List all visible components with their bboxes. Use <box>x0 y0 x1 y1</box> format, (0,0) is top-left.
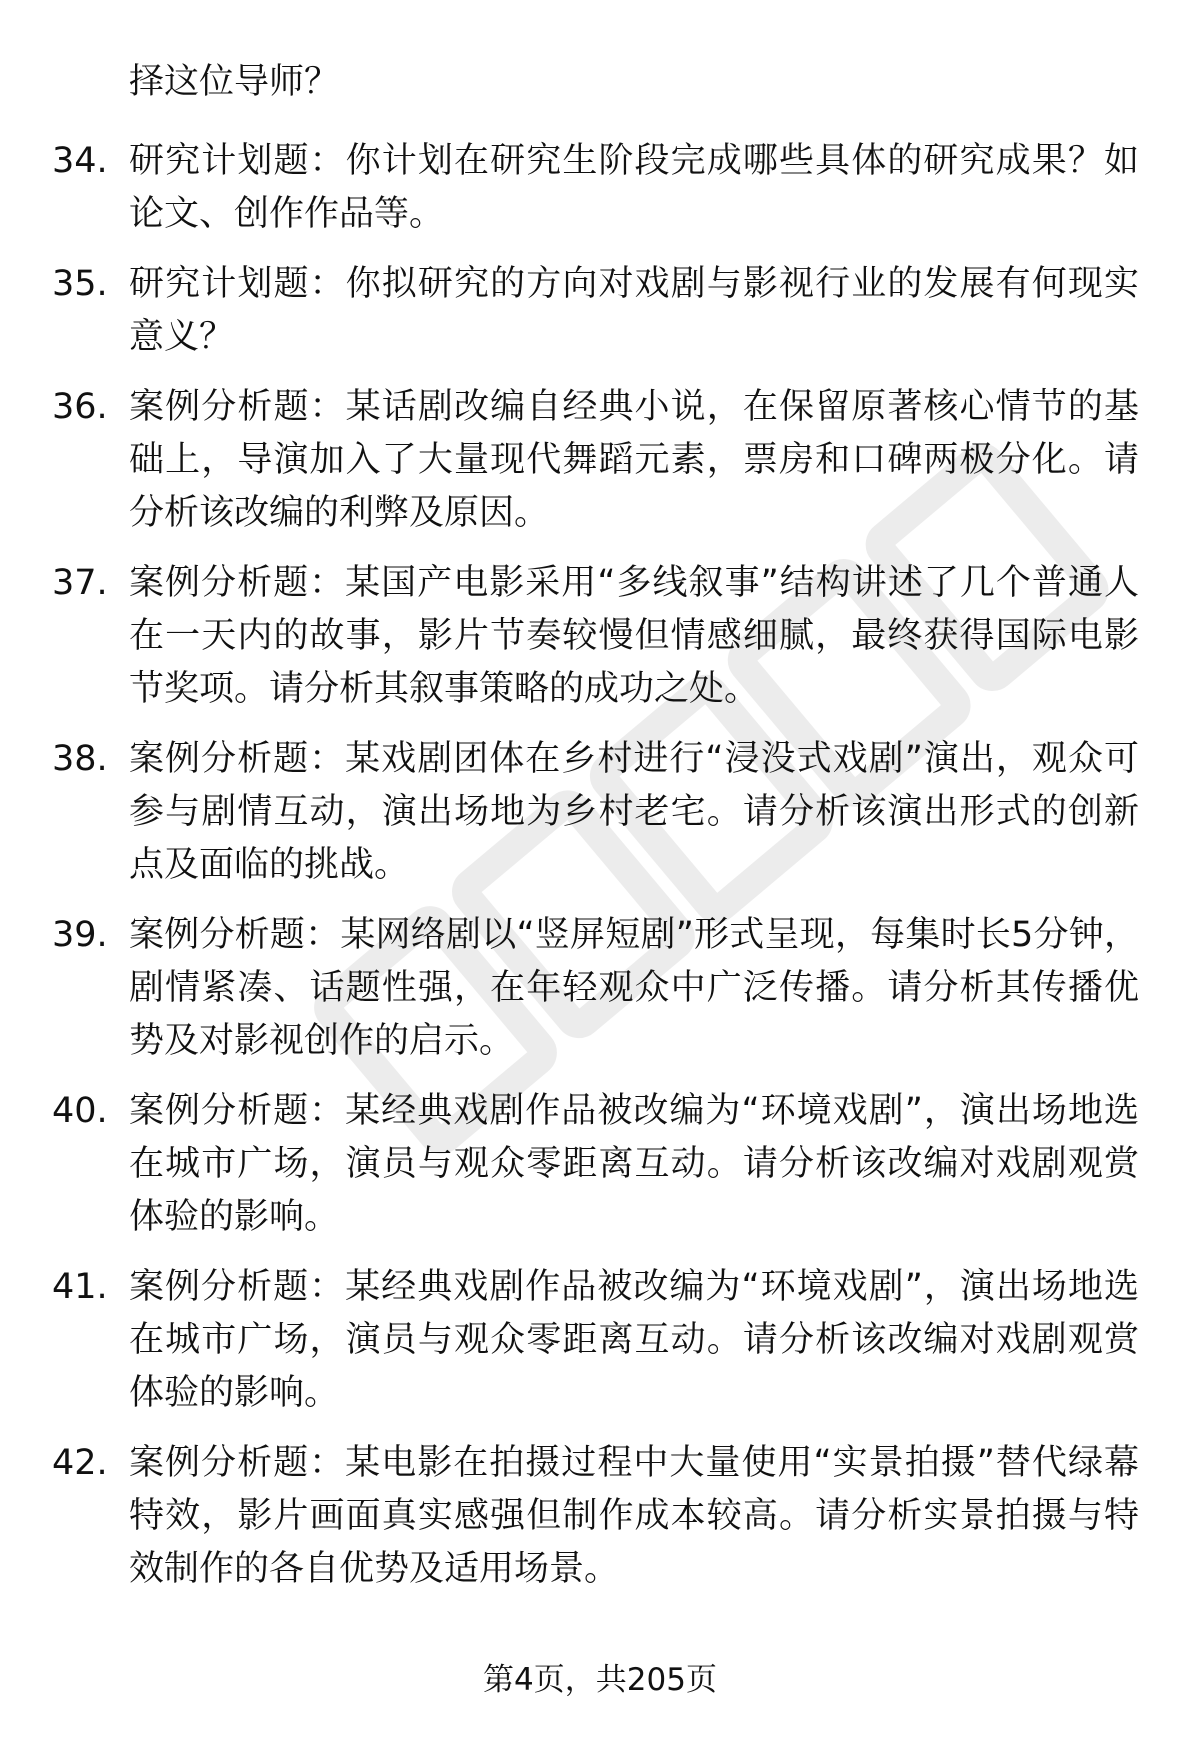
question-item <box>0 381 1200 540</box>
question-text: 研究计划题：你计划在研究生阶段完成哪些具体的研究成果？如论文、创作作品等。 <box>129 141 1139 234</box>
question-item <box>0 135 1200 241</box>
page-number-footer: 第4页，共205页 <box>483 1662 717 1698</box>
question-item <box>0 1437 1200 1596</box>
question-text: 案例分析题：某戏剧团体在乡村进行“浸没式戏剧”演出，观众可参与剧情互动，演出场地为乡村老宅。请分析该演出形式的创新点及面临的挑战。 <box>129 739 1139 885</box>
question-text: 案例分析题：某国产电影采用“多线叙事”结构讲述了几个普通人在一天内的故事，影片节奏较慢但情感细腻，最终获得国际电影节奖项。请分析其叙事策略的成功之处。 <box>129 563 1139 709</box>
question-number: 40. <box>52 1091 108 1131</box>
question-item <box>0 258 1200 364</box>
question-item <box>0 1085 1200 1244</box>
question-text: 案例分析题：某网络剧以“竖屏短剧”形式呈现，每集时长5分钟，剧情紧凑、话题性强，在年轻观众中广泛传播。请分析其传播优势及对影视创作的启示。 <box>129 915 1139 1061</box>
question-text: 研究计划题：你拟研究的方向对戏剧与影视行业的发展有何现实意义？ <box>129 264 1139 357</box>
question-number: 34. <box>52 141 108 181</box>
question-item <box>0 733 1200 892</box>
question-text: 案例分析题：某电影在拍摄过程中大量使用“实景拍摄”替代绿幕特效，影片画面真实感强但制作成本较高。请分析实景拍摄与特效制作的各自优势及适用场景。 <box>129 1443 1139 1589</box>
question-number: 38. <box>52 739 108 779</box>
question-item <box>0 557 1200 716</box>
previous-question-continuation: 择这位导师？ <box>129 62 340 102</box>
question-text: 案例分析题：某话剧改编自经典小说，在保留原著核心情节的基础上，导演加入了大量现代舞蹈元素，票房和口碑两极分化。请分析该改编的利弊及原因。 <box>129 387 1139 533</box>
question-number: 42. <box>52 1443 108 1483</box>
question-number: 37. <box>52 563 108 603</box>
question-text: 案例分析题：某经典戏剧作品被改编为“环境戏剧”，演出场地选在城市广场，演员与观众零距离互动。请分析该改编对戏剧观赏体验的影响。 <box>129 1091 1139 1237</box>
question-number: 35. <box>52 264 108 304</box>
question-item <box>0 1261 1200 1420</box>
question-number: 36. <box>52 387 108 427</box>
question-number: 41. <box>52 1267 108 1307</box>
question-item <box>0 909 1200 1068</box>
question-list <box>0 135 1200 1613</box>
question-number: 39. <box>52 915 108 955</box>
question-text: 案例分析题：某经典戏剧作品被改编为“环境戏剧”，演出场地选在城市广场，演员与观众零距离互动。请分析该改编对戏剧观赏体验的影响。 <box>129 1267 1139 1413</box>
